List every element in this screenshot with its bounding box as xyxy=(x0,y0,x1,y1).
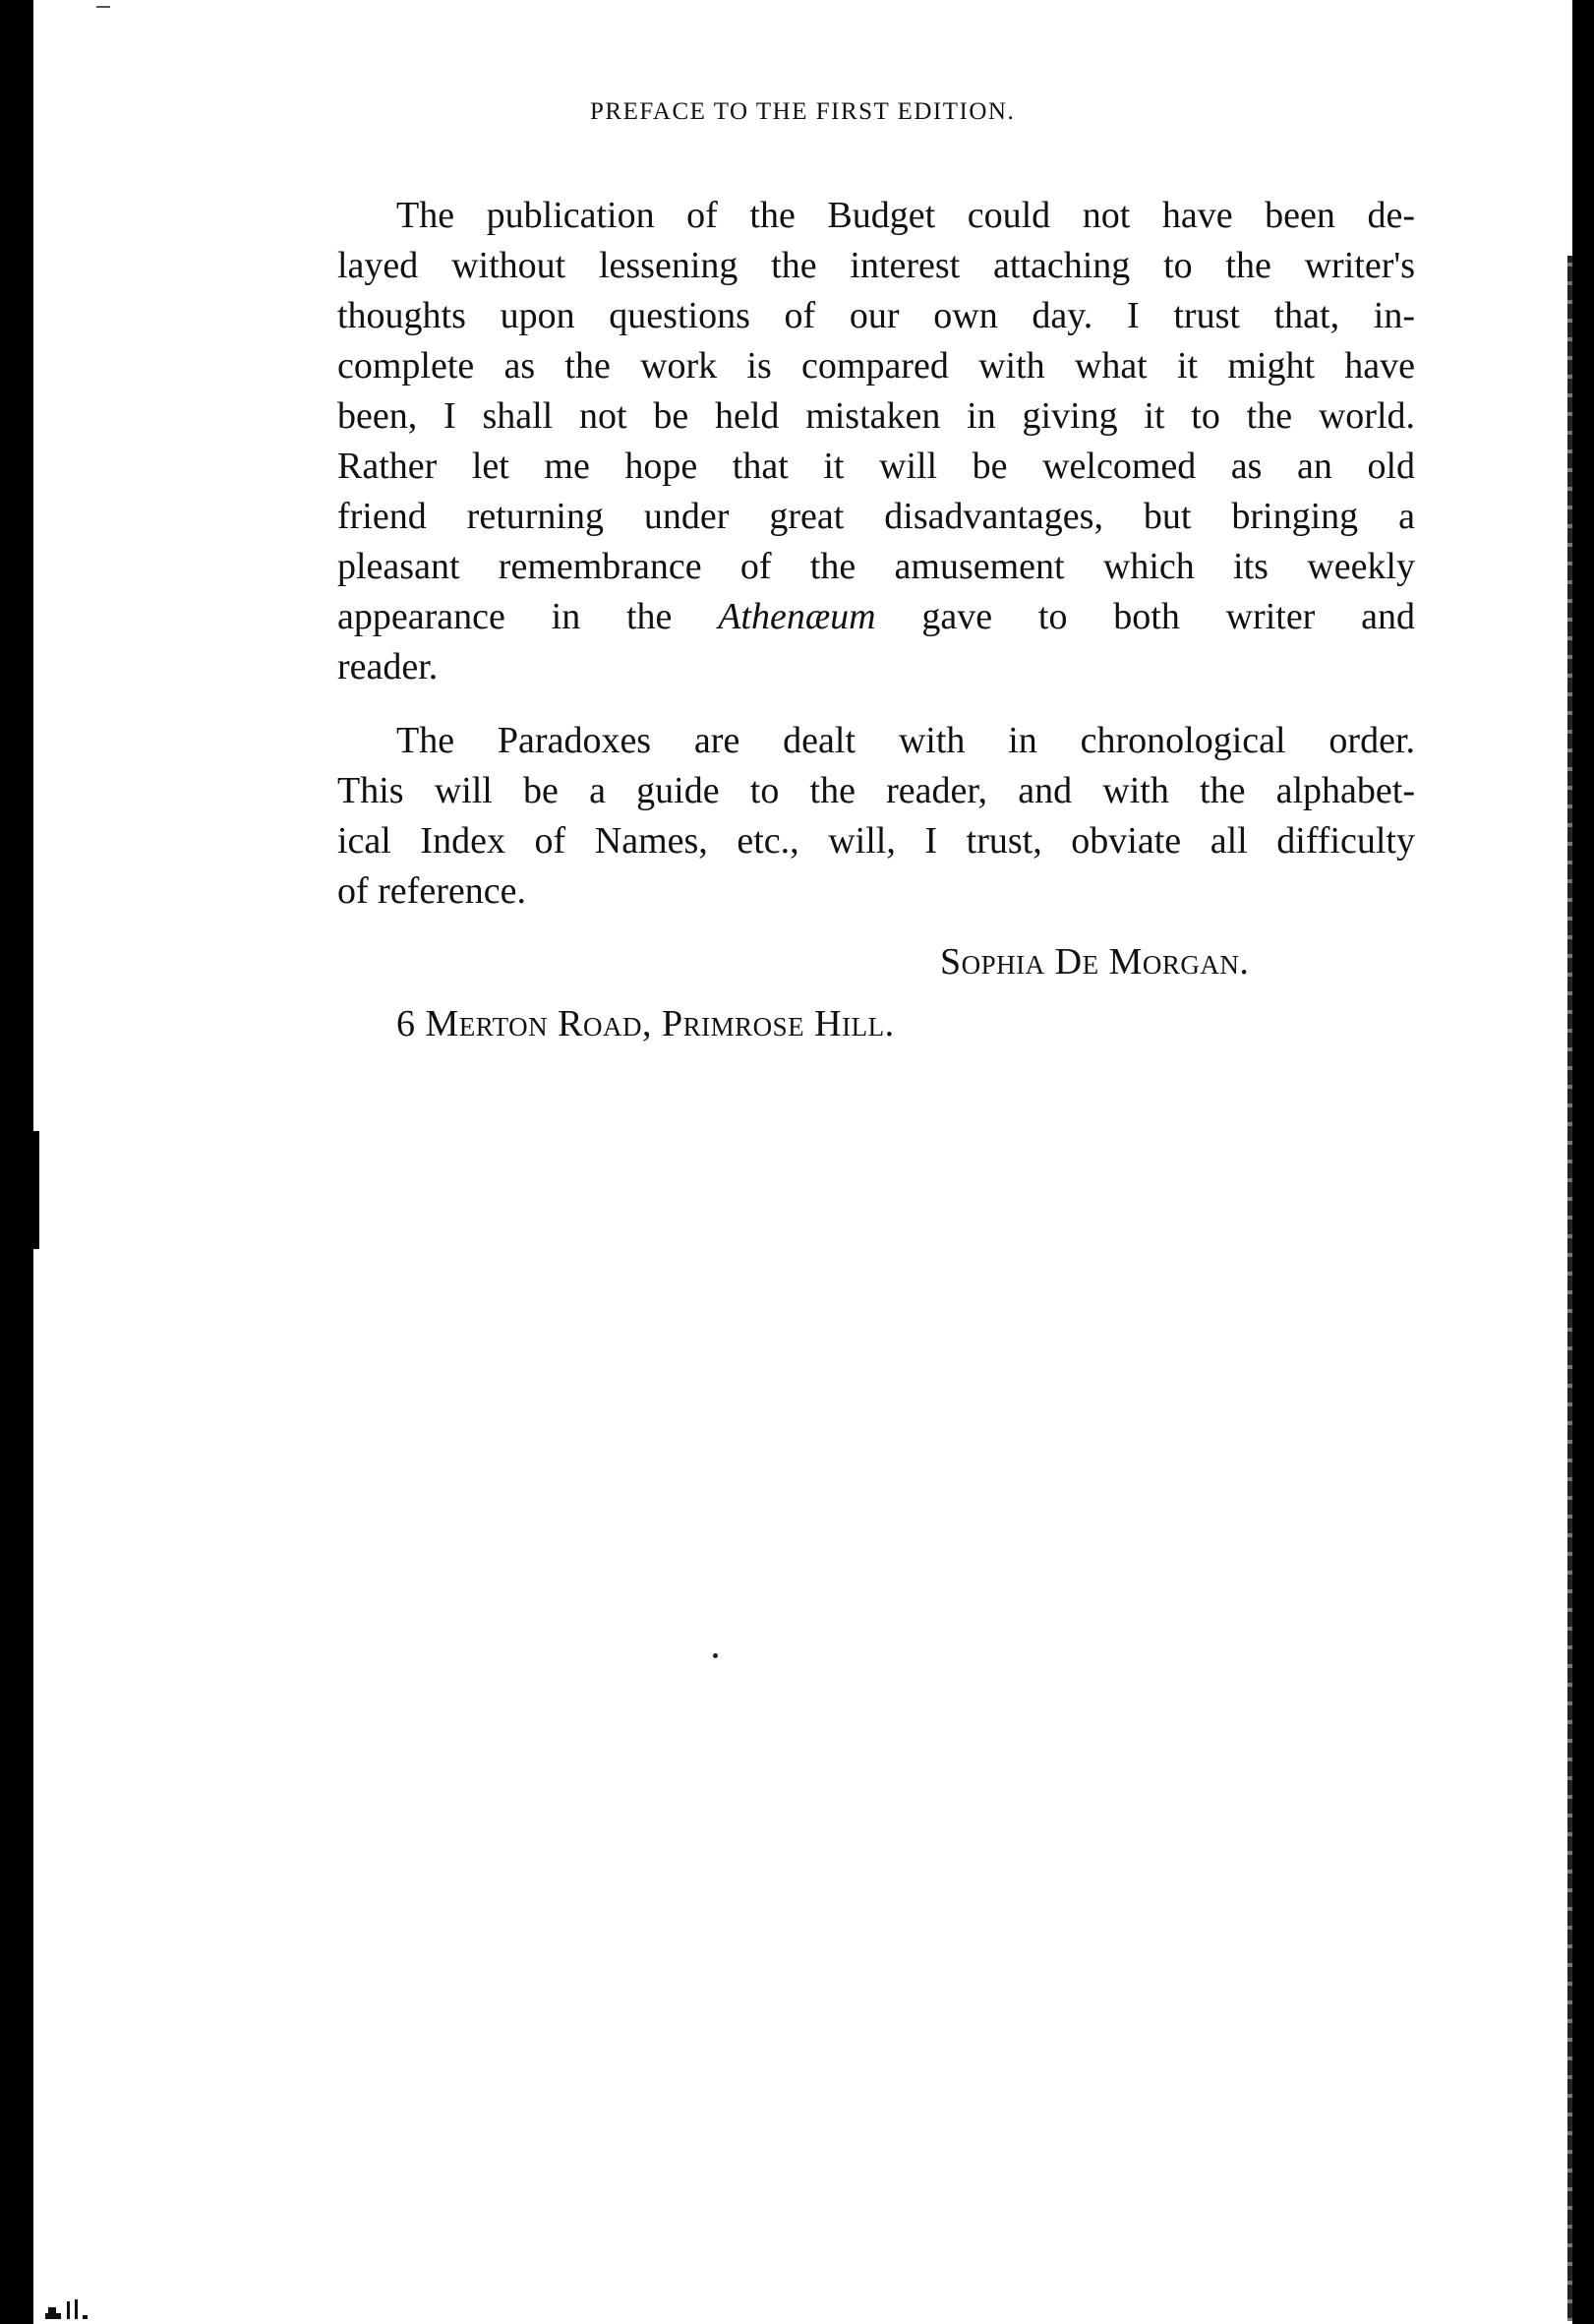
scan-marks-bottom xyxy=(45,2295,102,2319)
text-line: This will be a guide to the reader, and with the alphabet- xyxy=(337,770,1415,811)
scan-mark-top xyxy=(96,6,110,8)
text-line: ical Index of Names, etc., will, I trust, obviate all difficulty xyxy=(337,820,1415,862)
paragraph-2 xyxy=(337,716,1415,917)
scan-edge-right xyxy=(1572,0,1594,2324)
text-line xyxy=(337,592,1415,642)
paragraph-1 xyxy=(337,191,1415,692)
text-run: appearance in the xyxy=(337,596,719,637)
text-line: thoughts upon questions of our own day. I trust that, in- xyxy=(337,295,1415,336)
text-line: Rather let me hope that it will be welcomed as an old xyxy=(337,446,1415,487)
stray-ink-dot xyxy=(713,1653,718,1658)
text-line: been, I shall not be held mistaken in giving it to the world. xyxy=(337,395,1415,437)
signature: Sophia De Morgan. xyxy=(940,941,1250,983)
scan-edge-fringe xyxy=(1567,256,1572,2321)
scan-edge-notch xyxy=(33,1131,39,1249)
text-line: friend returning under great disadvantages, but bringing a xyxy=(337,496,1415,537)
text-line: of reference. xyxy=(337,870,526,912)
scan-edge-left xyxy=(0,0,33,2324)
text-line: The Paradoxes are dealt with in chronological order. xyxy=(396,720,1415,761)
journal-title: Athenæum xyxy=(718,596,876,637)
text-line: reader. xyxy=(337,646,439,687)
text-run: gave to both writer and xyxy=(875,596,1415,637)
text-line: pleasant remembrance of the amusement which its weekly xyxy=(337,546,1415,587)
text-line: complete as the work is compared with what it might have xyxy=(337,345,1415,387)
text-line: The publication of the Budget could not have been de- xyxy=(396,195,1415,236)
address: 6 Merton Road, Primrose Hill. xyxy=(396,1003,895,1044)
running-head: PREFACE TO THE FIRST EDITION. xyxy=(590,98,1016,125)
text-line: layed without lessening the interest attaching to the writer's xyxy=(337,245,1415,286)
